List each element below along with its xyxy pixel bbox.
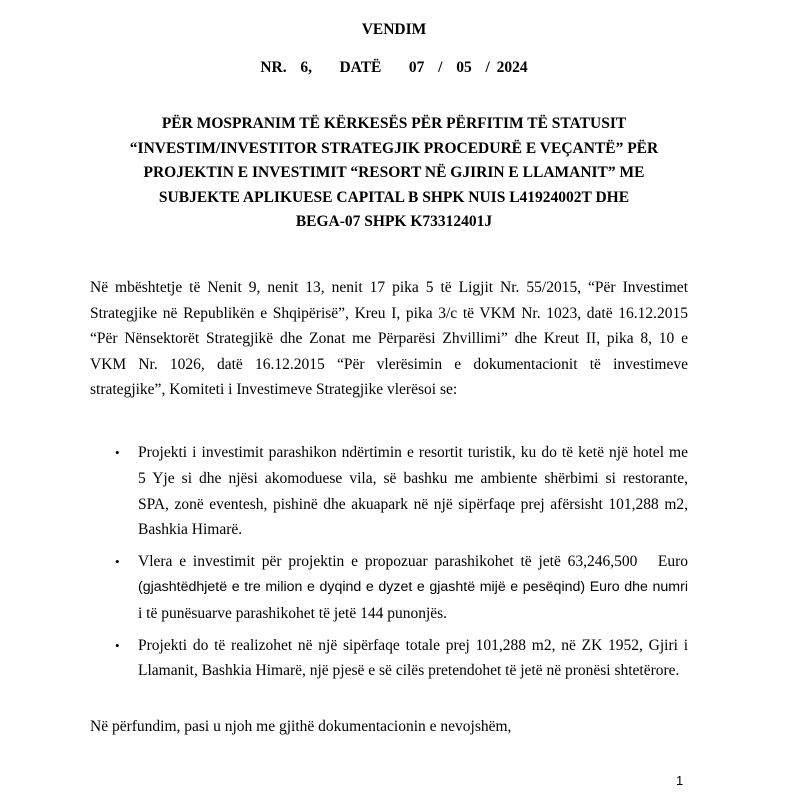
document-title: VENDIM	[361, 21, 427, 38]
list-item-line: Vlera e investimit për projektin e propozuar parashikohet të jetë 63,246,500 Euro	[138, 553, 688, 571]
heading-line: SUBJEKTE APLIKUESE CAPITAL B SHPK NUIS L41924002T DHE	[158, 188, 630, 206]
decision-heading	[90, 112, 698, 235]
intro-line: Strategjike në Republikën e Shqipërisë”, Kreu I, pika 3/c të VKM Nr. 1023, datë 16.12.2015	[90, 304, 688, 322]
heading-line: PROJEKTIN E INVESTIMIT “RESORT NË GJIRIN E LLAMANIT” ME	[143, 164, 645, 181]
list-item-line: (gjashtëdhjetë e tre milion e dyqind e dyzet e gjashtë mijë e pesëqind) Euro dhe numri	[138, 578, 688, 595]
list-item-line: Projekti do të realizohet në një sipërfaqe totale prej 101,288 m2, në ZK 1952, Gjiri i	[138, 636, 688, 654]
intro-line: VKM Nr. 1026, datë 16.12.2015 “Për vlerësimin e dokumentacionit të investimeve	[90, 355, 688, 373]
list-item	[90, 549, 688, 626]
bullet-icon: •	[115, 554, 120, 570]
intro-line: Në mbështetje të Nenit 9, nenit 13, nenit 17 pika 5 të Ligjit Nr. 55/2015, “Për Investimet	[90, 279, 688, 296]
heading-line: “INVESTIM/INVESTITOR STRATEGJIK PROCEDURË E VEÇANTË” PËR	[129, 139, 659, 157]
list-item-line: 5 Yje si dhe njësi akomoduese vila, së bashku me ambiente shërbimi si restorante,	[138, 469, 688, 487]
list-item	[90, 440, 688, 543]
list-item-line: i të punësuarve parashikohet të jetë 144 punonjës.	[138, 604, 448, 622]
list-item-line: SPA, zonë eventesh, pishinë dhe akuapark në një sipërfaqe prej afërsisht 101,288 m2,	[138, 495, 688, 513]
heading-line: BEGA-07 SHPK K73312401J	[295, 213, 493, 230]
bullet-icon: •	[115, 637, 120, 653]
page-number: 1	[676, 773, 684, 788]
decision-number-date: NR. 6, DATË 07 / 05 / 2024	[260, 59, 528, 76]
intro-line: “Për Nënsektorët Strategjikë dhe Zonat me Përparësi Zhvillimi” dhe Kreut II, pika 8, 10 e	[90, 330, 688, 347]
intro-line: strategjike”, Komiteti i Investimeve Strategjike vlerësoi se:	[90, 381, 458, 398]
closing-sentence: Në përfundim, pasi u njoh me gjithë dokumentacionin e nevojshëm,	[90, 718, 512, 735]
bullet-icon: •	[115, 445, 120, 460]
heading-line: PËR MOSPRANIM TË KËRKESËS PËR PËRFITIM TË STATUSIT	[161, 115, 627, 132]
list-item	[90, 633, 688, 685]
list-item-line: Projekti i investimit parashikon ndërtimin e resortit turistik, ku do të ketë një hotel me	[138, 444, 688, 461]
list-item-line: Bashkia Himarë.	[138, 521, 243, 539]
findings-list	[90, 440, 698, 690]
intro-paragraph	[90, 275, 688, 403]
list-item-line: Llamanit, Bashkia Himarë, një pjesë e së cilës pretendohet të jetë në pronësi shtetërore.	[138, 662, 680, 680]
